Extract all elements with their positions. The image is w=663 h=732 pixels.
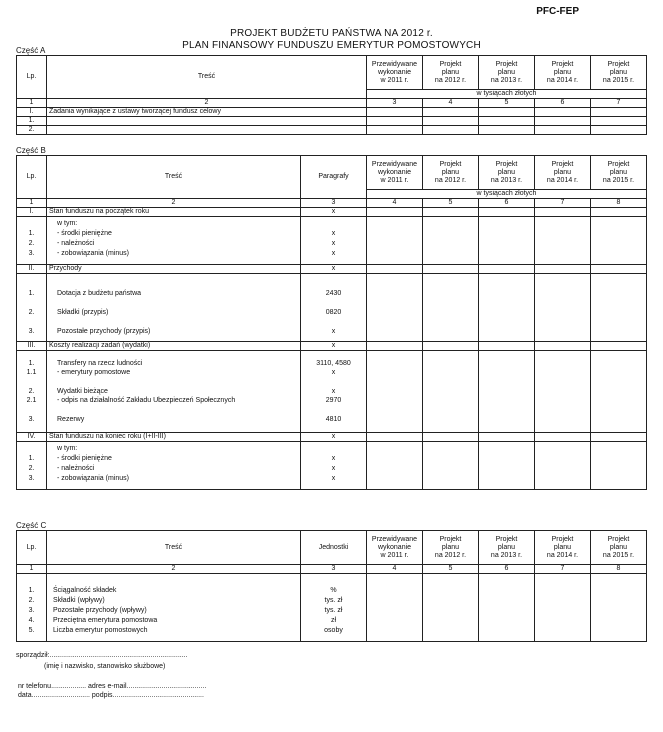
- header-2013: Projekt planu na 2013 r.: [479, 156, 535, 190]
- col-number: 5: [423, 565, 479, 574]
- row-jednostki-group: % tys. zł tys. zł zł osoby: [301, 574, 367, 642]
- row-tresc-group: Dotacja z budżetu państwa Składki (przypis) Pozostałe przychody (przypis): [47, 274, 301, 342]
- col-number: 7: [535, 565, 591, 574]
- col-number: 2: [47, 565, 301, 574]
- col-number: 3: [367, 99, 423, 108]
- col-number: 1: [17, 99, 47, 108]
- row-tresc-group: w tym: - środki pieniężne - należności - zobowiązania (minus): [47, 442, 301, 490]
- row-paragraf: x: [301, 342, 367, 351]
- row-tresc: Koszty realizacji zadań (wydatki): [47, 342, 301, 351]
- section-header-row: [17, 433, 647, 442]
- header-2014: Projekt planu na 2014 r.: [535, 156, 591, 190]
- header-tresc: Treść: [47, 56, 367, 99]
- row-lp: II.: [17, 265, 47, 274]
- header-2015: Projekt planu na 2015 r.: [591, 56, 647, 90]
- part-a-table: [16, 55, 647, 135]
- col-number: 1: [17, 565, 47, 574]
- document-title: PROJEKT BUDŻETU PAŃSTWA NA 2012 r.: [230, 28, 433, 39]
- row-tresc-group: Ściągalność składek Składki (wpływy) Pozostałe przychody (wpływy) Przeciętna emerytura pomostowa Liczba emerytur pomostowych: [47, 574, 301, 642]
- row-tresc: [47, 117, 367, 126]
- row-lp-group: 1. 1.1 2. 2.1 3.: [17, 351, 47, 433]
- table-row: [17, 117, 647, 126]
- footer-sporzadzil-note: (imię i nazwisko, stanowisko służbowe): [44, 663, 166, 670]
- row-paragraf-group: 2430 0820 x: [301, 274, 367, 342]
- col-number: 4: [367, 199, 423, 208]
- header-tresc: Treść: [47, 156, 301, 199]
- section-body-row: [17, 217, 647, 265]
- col-number: 7: [591, 99, 647, 108]
- row-tresc-group: Transfery na rzecz ludności - emerytury pomostowe Wydatki bieżące - odpis na działalność Zakładu Ubezpieczeń Społecznych Rezerwy: [47, 351, 301, 433]
- row-tresc: Przychody: [47, 265, 301, 274]
- header-2014: Projekt planu na 2014 r.: [535, 56, 591, 90]
- header-lp: Lp.: [17, 156, 47, 199]
- row-paragraf: x: [301, 265, 367, 274]
- col-number: 6: [479, 199, 535, 208]
- row-lp-group: 1. 2. 3.: [17, 217, 47, 265]
- row-paragraf-group: x x x: [301, 217, 367, 265]
- row-tresc: Zadania wynikające z ustawy tworzącej fundusz celowy: [47, 108, 367, 117]
- row-lp-group: 1. 2. 3.: [17, 442, 47, 490]
- header-2013: Projekt planu na 2013 r.: [479, 56, 535, 90]
- header-2012: Projekt planu na 2012 r.: [423, 56, 479, 90]
- units-label: w tysiącach złotych: [367, 190, 647, 199]
- row-tresc-group: w tym: - środki pieniężne - należności - zobowiązania (minus): [47, 217, 301, 265]
- section-body-row: [17, 274, 647, 342]
- col-number: 3: [301, 565, 367, 574]
- part-b-table: [16, 155, 647, 490]
- row-paragraf: x: [301, 208, 367, 217]
- col-number: 2: [47, 99, 367, 108]
- header-2011: Przewidywane wykonanie w 2011 r.: [367, 531, 423, 565]
- header-paragrafy: Paragrafy: [301, 156, 367, 199]
- header-2013: Projekt planu na 2013 r.: [479, 531, 535, 565]
- table-row: [17, 126, 647, 135]
- section-body-row: [17, 574, 647, 642]
- col-number: 1: [17, 199, 47, 208]
- header-2015: Projekt planu na 2015 r.: [591, 156, 647, 190]
- row-paragraf-group: 3110, 4580 x x 2970 4810: [301, 351, 367, 433]
- col-number: 6: [535, 99, 591, 108]
- header-2012: Projekt planu na 2012 r.: [423, 531, 479, 565]
- footer-telefon: nr telefonu.................. adres e-mail.........................................: [18, 683, 207, 690]
- header-lp: Lp.: [17, 56, 47, 99]
- col-number: 5: [479, 99, 535, 108]
- row-lp-group: 1. 2. 3.: [17, 274, 47, 342]
- col-number: 7: [535, 199, 591, 208]
- col-number: 6: [479, 565, 535, 574]
- row-lp: 1.: [17, 117, 47, 126]
- document-subtitle: PLAN FINANSOWY FUNDUSZU EMERYTUR POMOSTOWYCH: [182, 40, 481, 51]
- table-row: [17, 108, 647, 117]
- header-tresc: Treść: [47, 531, 301, 565]
- section-body-row: [17, 351, 647, 433]
- part-b-label: Część B: [16, 146, 46, 155]
- row-lp: I.: [17, 108, 47, 117]
- row-tresc: [47, 126, 367, 135]
- part-a-label: Część A: [16, 46, 46, 55]
- footer-sporzadzil: sporządził:.......................................................................: [16, 652, 188, 659]
- header-2015: Projekt planu na 2015 r.: [591, 531, 647, 565]
- header-2011: Przewidywane wykonanie w 2011 r.: [367, 156, 423, 190]
- col-number: 4: [367, 565, 423, 574]
- row-lp-group: 1. 2. 3. 4. 5.: [17, 574, 47, 642]
- header-jednostki: Jednostki: [301, 531, 367, 565]
- header-2014: Projekt planu na 2014 r.: [535, 531, 591, 565]
- row-lp: IV.: [17, 433, 47, 442]
- header-lp: Lp.: [17, 531, 47, 565]
- footer-data: data.............................. podpis...............................................: [18, 692, 204, 699]
- section-body-row: [17, 442, 647, 490]
- row-lp: 2.: [17, 126, 47, 135]
- col-number: 4: [423, 99, 479, 108]
- col-number: 3: [301, 199, 367, 208]
- row-tresc: Stan funduszu na początek roku: [47, 208, 301, 217]
- row-tresc: Stan funduszu na koniec roku (I+II-III): [47, 433, 301, 442]
- section-header-row: [17, 265, 647, 274]
- col-number: 8: [591, 565, 647, 574]
- col-number: 8: [591, 199, 647, 208]
- row-lp: I.: [17, 208, 47, 217]
- units-label: w tysiącach złotych: [367, 90, 647, 99]
- row-paragraf: x: [301, 433, 367, 442]
- section-header-row: [17, 208, 647, 217]
- row-paragraf-group: x x x: [301, 442, 367, 490]
- col-number: 5: [423, 199, 479, 208]
- form-code: PFC-FEP: [536, 6, 579, 17]
- part-c-label: Część C: [16, 521, 47, 530]
- header-2011: Przewidywane wykonanie w 2011 r.: [367, 56, 423, 90]
- part-c-table: [16, 530, 647, 642]
- row-lp: III.: [17, 342, 47, 351]
- col-number: 2: [47, 199, 301, 208]
- header-2012: Projekt planu na 2012 r.: [423, 156, 479, 190]
- section-header-row: [17, 342, 647, 351]
